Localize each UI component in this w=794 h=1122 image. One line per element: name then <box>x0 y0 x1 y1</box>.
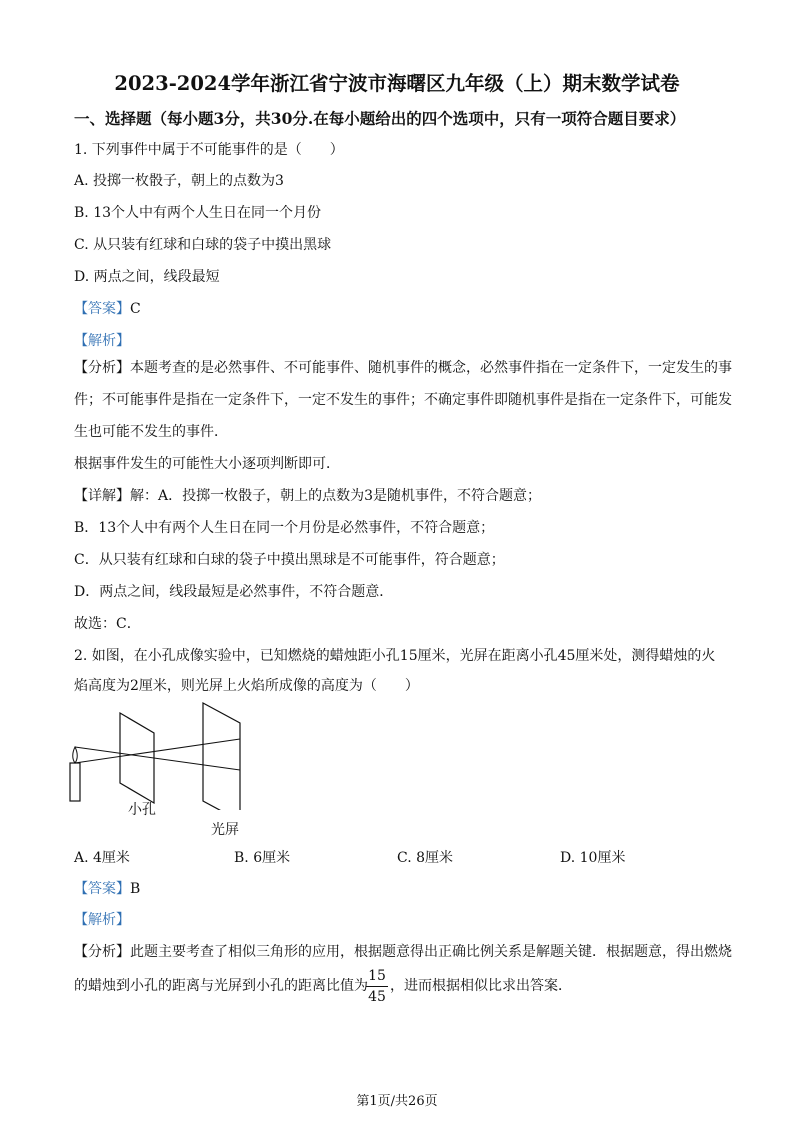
fenxi-text: 此题主要考查了相似三角形的应用，根据题意得出正确比例关系是解题关键．根据题意，得出燃烧 <box>130 944 732 960</box>
label-hole: 小孔 <box>128 802 156 818</box>
q1-fenxi-line-3: 生也可能不发生的事件． <box>74 424 228 440</box>
detail-text: 解：A．投掷一枚骰子，朝上的点数为3是随机事件，不符合题意； <box>130 488 542 504</box>
q1-answer <box>74 299 141 319</box>
label-screen: 光屏 <box>211 822 239 838</box>
candle <box>70 763 80 801</box>
answer-value: C <box>130 301 141 317</box>
answer-tag: 【答案】 <box>74 301 130 317</box>
q1-detail-line-4: D．两点之间，线段最短是必然事件，不符合题意． <box>74 584 394 600</box>
q2-option-d: D. 10厘米 <box>560 850 626 866</box>
light-ray-top <box>75 747 240 770</box>
q1-option-a: A. 投掷一枚骰子，朝上的点数为3 <box>74 173 284 189</box>
q1-stem: 1. 下列事件中属于不可能事件的是（ ） <box>74 142 344 158</box>
fenxi-tag: 【分析】 <box>74 944 130 960</box>
q1-fenxi-line-4: 根据事件发生的可能性大小逐项判断即可． <box>74 456 340 472</box>
q2-fenxi-line-2b: ，进而根据相似比求出答案． <box>390 978 572 994</box>
q1-detail-line-2: B．13个人中有两个人生日在同一个月份是必然事件，不符合题意； <box>74 520 495 536</box>
hole-board <box>120 713 154 803</box>
q1-option-d: D. 两点之间，线段最短 <box>74 269 220 285</box>
answer-tag: 【答案】 <box>74 881 130 897</box>
q1-analysis-tag: 【解析】 <box>74 333 130 349</box>
light-ray-bottom <box>75 739 240 763</box>
page-footer: 第1页/共26页 <box>356 1094 438 1109</box>
q1-option-b: B. 13个人中有两个人生日在同一个月份 <box>74 205 322 221</box>
fraction-15-45 <box>366 967 388 1006</box>
page-title: 2023-2024学年浙江省宁波市海曙区九年级（上）期末数学试卷 <box>114 72 680 95</box>
q1-fenxi-line-1 <box>74 358 732 378</box>
pinhole-figure <box>64 695 264 810</box>
q1-fenxi-line-2: 件；不可能事件是指在一定条件下，一定不发生的事件；不确定事件即随机事件是指在一定条件下，可能发 <box>74 392 732 408</box>
q2-option-c: C. 8厘米 <box>397 850 454 866</box>
fenxi-text: 本题考查的是必然事件、不可能事件、随机事件的概念，必然事件指在一定条件下，一定发生的事 <box>130 360 732 376</box>
fraction-bar <box>366 986 388 987</box>
screen-board <box>203 703 240 810</box>
q2-fenxi-line-2a: 的蜡烛到小孔的距离与光屏到小孔的距离比值为 <box>74 978 368 994</box>
q2-stem-line-1: 2. 如图，在小孔成像实验中，已知燃烧的蜡烛距小孔15厘米，光屏在距离小孔45厘米处，测得蜡烛的火 <box>74 648 716 664</box>
fenxi-tag: 【分析】 <box>74 360 130 376</box>
q1-option-c: C. 从只装有红球和白球的袋子中摸出黑球 <box>74 237 332 253</box>
q1-detail-line-3: C．从只装有红球和白球的袋子中摸出黑球是不可能事件，符合题意； <box>74 552 505 568</box>
q2-fenxi-line-1 <box>74 942 732 962</box>
detail-tag: 【详解】 <box>74 488 130 504</box>
q2-option-b: B. 6厘米 <box>234 850 291 866</box>
answer-value: B <box>130 881 141 897</box>
q2-option-a: A. 4厘米 <box>74 850 130 866</box>
q2-stem-line-2: 焰高度为2厘米，则光屏上火焰所成像的高度为（ ） <box>74 678 419 694</box>
q1-detail-line-1 <box>74 486 541 506</box>
fraction-denominator: 45 <box>368 989 386 1005</box>
q1-choose: 故选：C． <box>74 616 141 632</box>
section-heading: 一、选择题（每小题3分，共30分.在每小题给出的四个选项中，只有一项符合题目要求） <box>74 109 686 128</box>
fraction-numerator: 15 <box>368 968 386 984</box>
flame <box>73 747 78 763</box>
q2-analysis-tag: 【解析】 <box>74 912 130 928</box>
q2-answer <box>74 879 140 899</box>
